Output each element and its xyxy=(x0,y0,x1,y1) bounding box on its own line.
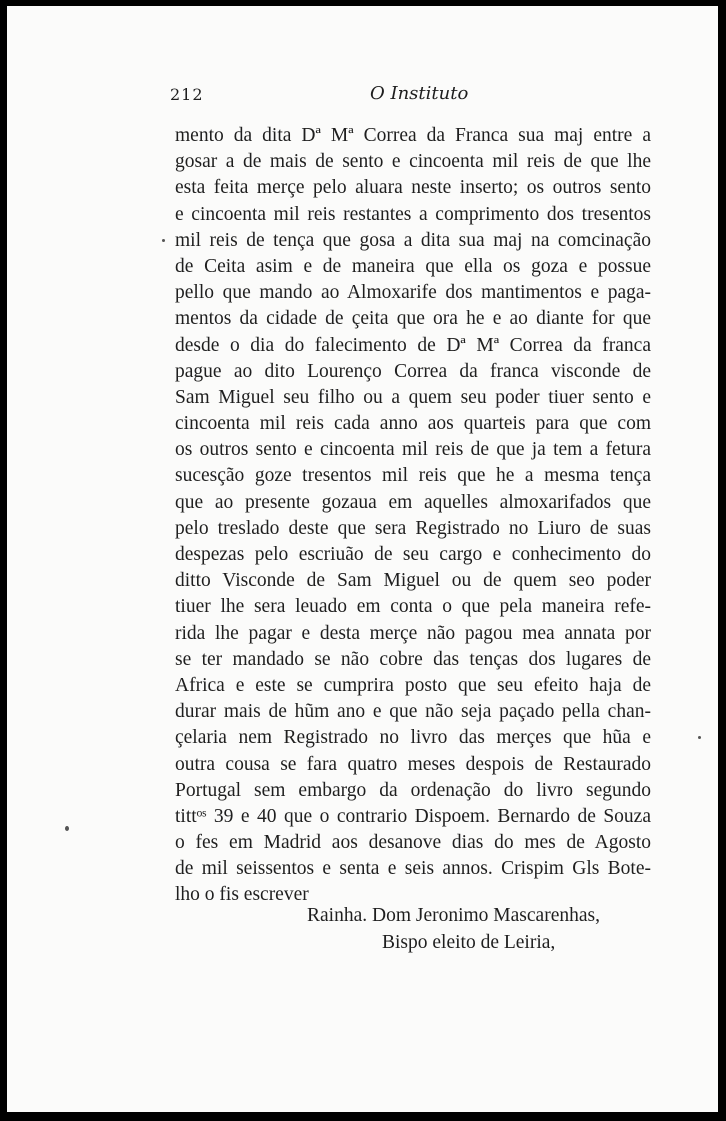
text-line: sucesção goze tresentos mil reis que he a mesma tença xyxy=(175,465,651,487)
text-line: esta feita merçe pelo aluara neste inserto; os outros sento xyxy=(175,177,651,199)
text-line: tiuer lhe sera leuado em conta o que pela maneira refe- xyxy=(175,596,651,618)
ink-speck xyxy=(162,239,165,242)
book-page xyxy=(7,6,718,1112)
text-line: rida lhe pagar e desta merçe não pagou mea annata por xyxy=(175,622,651,644)
text-line: Sam Miguel seu filho ou a quem seu poder tiuer sento e xyxy=(175,386,651,408)
text-line: pello que mando ao Almoxarife dos mantimentos e paga- xyxy=(175,282,651,304)
text-line: mentos da cidade de çeita que ora he e ao diante for que xyxy=(175,308,651,330)
text-line: mil reis de tença que gosa a dita sua maj na comcinação xyxy=(175,229,651,251)
text-line: mento da dita Dª Mª Correa da Franca sua maj entre a xyxy=(175,125,651,146)
page-number: 212 xyxy=(170,85,204,104)
document-body xyxy=(175,123,651,909)
text-line: os outros sento e cincoenta mil reis de que ja tem a fetura xyxy=(175,439,651,461)
text-line: se ter mandado se não cobre das tenças dos lugares de xyxy=(175,648,651,670)
signature-line-1: Rainha. Dom Jeronimo Mascarenhas, xyxy=(307,905,600,926)
text-line: e cincoenta mil reis restantes a comprimento dos tresentos xyxy=(175,203,651,225)
running-title: O Instituto xyxy=(370,83,469,104)
text-line: durar mais de hũm ano e que não seja paçado pella chan- xyxy=(175,701,651,723)
text-line: de Ceita asim e de maneira que ella os goza e possue xyxy=(175,255,651,277)
text-line: de mil seissentos e senta e seis annos. Crispim Gls Bote- xyxy=(175,858,651,880)
text-line: pelo treslado deste que sera Registrado no Liuro de suas xyxy=(175,517,651,539)
text-line: que ao presente gozaua em aquelles almoxarifados que xyxy=(175,491,651,513)
text-line: o fes em Madrid aos desanove dias do mes de Agosto xyxy=(175,832,651,854)
text-line: tittᵒˢ 39 e 40 que o contrario Dispoem. Bernardo de Souza xyxy=(175,805,651,827)
text-line: ditto Visconde de Sam Miguel ou de quem seo poder xyxy=(175,570,651,592)
signature-line-2: Bispo eleito de Leiria, xyxy=(382,932,556,953)
text-line: cincoenta mil reis cada anno aos quarteis para que com xyxy=(175,413,651,435)
text-line: Portugal sem embargo da ordenação do livro segundo xyxy=(175,779,651,801)
text-line: despezas pelo escriuão de seu cargo e conhecimento do xyxy=(175,544,651,565)
page-header xyxy=(7,81,718,111)
text-line: çelaria nem Registrado no livro das merçes que hũa e xyxy=(175,727,651,749)
text-line: gosar a de mais de sento e cincoenta mil reis de que lhe xyxy=(175,151,651,173)
text-line: lho o fis escrever xyxy=(175,884,309,906)
ink-speck xyxy=(698,736,701,739)
text-line: outra cousa se fara quatro meses despois de Restaurado xyxy=(175,753,651,775)
text-line: desde o dia do falecimento de Dª Mª Correa da franca xyxy=(175,334,651,356)
ink-speck xyxy=(65,826,69,831)
text-line: Africa e este se cumprira posto que seu efeito haja de xyxy=(175,674,651,696)
text-line: pague ao dito Lourenço Correa da franca visconde de xyxy=(175,360,651,382)
